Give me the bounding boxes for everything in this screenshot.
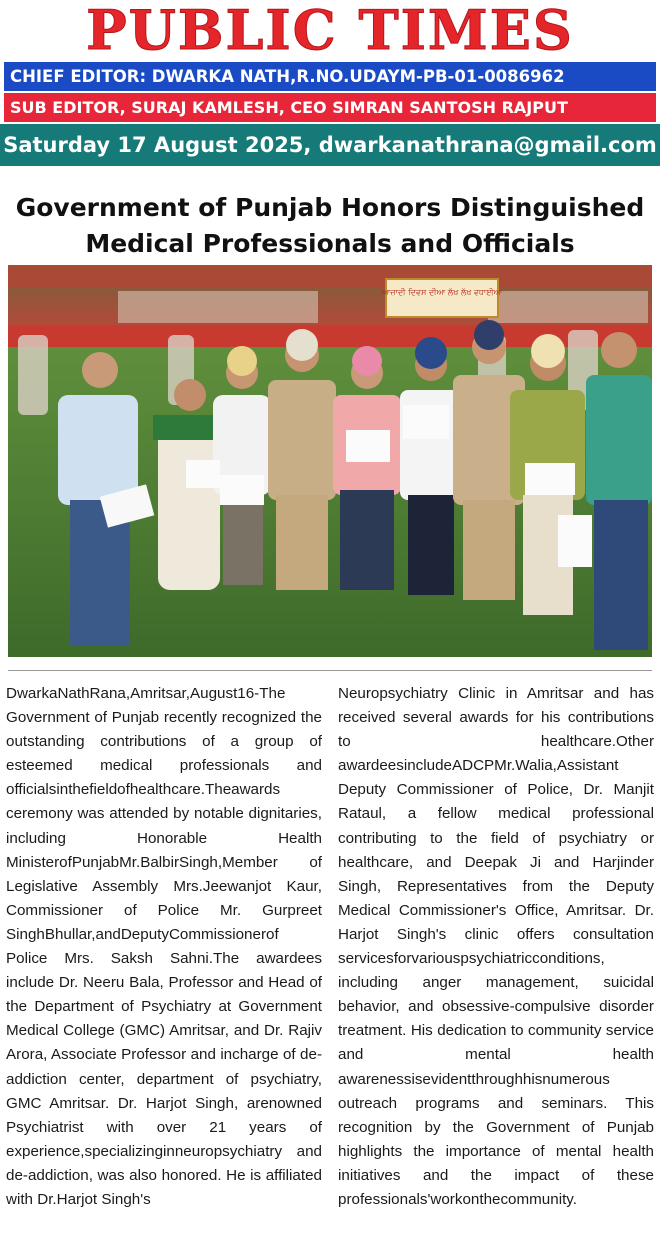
newspaper-title: PUBLIC TIMES xyxy=(86,0,574,62)
article-body-left: DwarkaNathRana,Amritsar,August16-The Government of Punjab recently recognized the outstanding contributions of a group of esteemed medical professionals and officialsinthefieldofhealthcare.Theawards ceremony was attended by notable dignitaries, including Honorable Health MinisterofPunjabMr.BalbirSingh,Member of Legislative Assembly Mrs.Jeewanjot Kaur, Commissioner of Police Mr. Gurpreet SinghBhullar,andDeputyCommissionerof Police Mrs. Saksh Sahni.The awardees include Dr. Neeru Bala, Professor and Head of the Department of Psychiatry at Government Medical College (GMC) Amritsar, and Dr. Rajiv Arora, Associate Professor and incharge of de-addiction center, department of psychiatry, GMC Amritsar. Dr. Harjot Singh, arenowned Psychiatrist with over 21 years of experience,specializinginneuropsychiatry and de-addiction, was also honored. He is affiliated with Dr.Harjot Singh's xyxy=(6,685,322,1208)
divider xyxy=(8,670,652,671)
article-photo xyxy=(8,265,652,657)
sub-editor-band: SUB EDITOR, SURAJ KAMLESH, CEO SIMRAN SANTOSH RAJPUT xyxy=(4,93,656,122)
award-ceremony-photo xyxy=(8,265,652,657)
masthead xyxy=(0,0,660,60)
article-headline: Government of Punjab Honors Distinguished Medical Professionals and Officials xyxy=(15,193,645,258)
photo-banner-text: ਆਜ਼ਾਦੀ ਦਿਵਸ ਦੀਆ ਲੱਖ ਲੱਖ ਵਧਾਈਆ xyxy=(381,288,503,297)
date-email-band: Saturday 17 August 2025, dwarkanathrana@gmail.com xyxy=(0,124,660,166)
article-body-right: Neuropsychiatry Clinic in Amritsar and has received several awards for his contributions to healthcare.Other awardeesincludeADCPMr.Walia,Assistant Deputy Commissioner of Police, Dr. Manjit Rataul, a fellow medical professional contributing to the field of psychiatry or healthcare, and Deepak Ji and Harjinder Singh, Representatives from the Deputy Medical Commissioner's Office, Amritsar. Dr. Harjot Singh's clinic offers consultation servicesforvariouspsychiatricconditions, including anger management, suicidal behavior, and obsessive-compulsive disorder treatment. His dedication to community service and mental health awarenessisevidentthroughhisnumerous outreach programs and seminars. This recognition by the Government of Punjab highlights the importance of mental health initiatives and the impact of these professionals'workonthecommunity. xyxy=(338,685,654,1208)
chief-editor-band: CHIEF EDITOR: DWARKA NATH,R.NO.UDAYM-PB-01-0086962 xyxy=(4,62,656,91)
